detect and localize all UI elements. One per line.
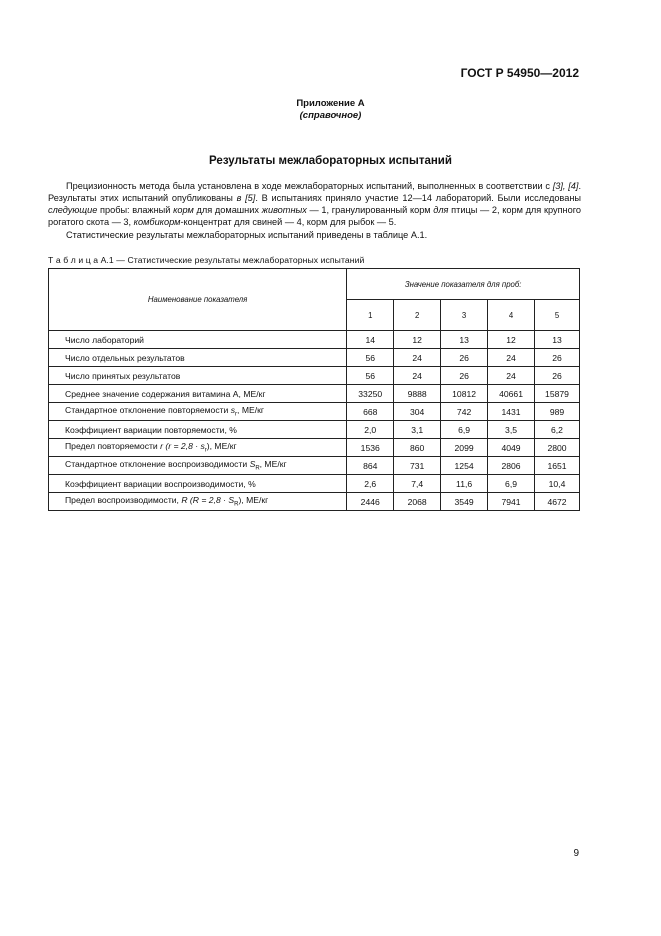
table-row [49,385,580,403]
annex-subtitle: (справочное) [299,110,362,121]
row-indicator-name: Коэффициент вариации воспроизводимости, % [49,475,347,493]
results-table [48,268,580,511]
row-value-sample-2: 2068 [394,493,441,511]
table-row [49,421,580,439]
annex-title: Приложение А [296,98,365,109]
row-value-sample-4: 24 [488,349,535,367]
row-value-sample-1: 668 [347,403,394,421]
row-value-sample-3: 742 [441,403,488,421]
row-value-sample-3: 13 [441,331,488,349]
table-row [49,367,580,385]
row-value-sample-4: 40661 [488,385,535,403]
row-indicator-name: Стандартное отклонение повторяемости $s_r$, МЕ/кг [49,403,347,421]
paragraph-table-reference: Статистические результаты межлабораторных испытаний приведены в таблице А.1. [66,230,428,240]
table-row [49,403,580,421]
header-sample-1: 1 [347,300,394,331]
page-number: 9 [573,848,579,859]
header-sample-2: 2 [394,300,441,331]
row-value-sample-3: 1254 [441,457,488,475]
row-value-sample-3: 10812 [441,385,488,403]
row-value-sample-2: 304 [394,403,441,421]
section-title: Результаты межлабораторных испытаний [209,155,452,167]
row-value-sample-2: 3,1 [394,421,441,439]
row-value-sample-1: 1536 [347,439,394,457]
row-value-sample-4: 4049 [488,439,535,457]
row-value-sample-5: 26 [535,349,580,367]
row-value-sample-2: 9888 [394,385,441,403]
table-caption: Т а б л и ц а А.1 — Статистические результаты межлабораторных испытаний [48,255,365,265]
table-row [49,439,580,457]
row-indicator-name: Предел повторяемости r $(r = 2,8 \cdot s_r)$, МЕ/кг [49,439,347,457]
standard-designation: ГОСТ Р 54950—2012 [460,66,579,80]
header-sample-5: 5 [535,300,580,331]
row-value-sample-4: 1431 [488,403,535,421]
row-value-sample-1: 2,6 [347,475,394,493]
row-value-sample-5: 15879 [535,385,580,403]
row-value-sample-1: 14 [347,331,394,349]
row-value-sample-3: 26 [441,367,488,385]
row-indicator-name: Стандартное отклонение воспроизводимости $S_R$, МЕ/кг [49,457,347,475]
row-value-sample-3: 26 [441,349,488,367]
row-indicator-name: Число отдельных результатов [49,349,347,367]
row-value-sample-1: 2446 [347,493,394,511]
row-value-sample-4: 24 [488,367,535,385]
row-value-sample-1: 2,0 [347,421,394,439]
row-value-sample-5: 26 [535,367,580,385]
row-value-sample-4: 12 [488,331,535,349]
header-sample-values: Значение показателя для проб: [347,269,580,300]
row-value-sample-5: 13 [535,331,580,349]
row-value-sample-4: 3,5 [488,421,535,439]
row-value-sample-2: 24 [394,367,441,385]
row-indicator-name: Предел воспроизводимости, R $(R = 2,8 \cdot S_R)$, МЕ/кг [49,493,347,511]
row-indicator-name: Число лабораторий [49,331,347,349]
header-indicator-name: Наименование показателя [49,269,347,331]
table-row [49,475,580,493]
row-value-sample-5: 989 [535,403,580,421]
row-value-sample-5: 4672 [535,493,580,511]
row-value-sample-5: 2800 [535,439,580,457]
row-value-sample-5: 10,4 [535,475,580,493]
row-value-sample-2: 860 [394,439,441,457]
row-value-sample-2: 731 [394,457,441,475]
paragraph-precision: Прецизионность метода была установлена в ходе межлабораторных испытаний, выполненных в соответствии с [3], [4]. Результаты этих испытаний опубликованы в [5]. В испытаниях приняло участие 12—14 лабораторий. Были исследованы следующие пробы: влажный корм для домашних животных — 1, гранулированный корм для птицы — 2, корм для крупного рогатого скота — 3, комбикорм-концентрат для свиней — 4, корм для рыбок — 5. [48,181,581,227]
row-value-sample-2: 7,4 [394,475,441,493]
header-sample-4: 4 [488,300,535,331]
row-value-sample-1: 33250 [347,385,394,403]
row-value-sample-2: 12 [394,331,441,349]
row-value-sample-2: 24 [394,349,441,367]
row-value-sample-3: 3549 [441,493,488,511]
table-row [49,349,580,367]
row-value-sample-4: 2806 [488,457,535,475]
table-row [49,457,580,475]
row-value-sample-4: 6,9 [488,475,535,493]
header-sample-3: 3 [441,300,488,331]
row-value-sample-1: 56 [347,367,394,385]
row-value-sample-1: 56 [347,349,394,367]
row-indicator-name: Коэффициент вариации повторяемости, % [49,421,347,439]
row-value-sample-4: 7941 [488,493,535,511]
row-indicator-name: Число принятых результатов [49,367,347,385]
row-value-sample-3: 6,9 [441,421,488,439]
row-value-sample-3: 2099 [441,439,488,457]
row-value-sample-5: 6,2 [535,421,580,439]
table-row [49,331,580,349]
table-row [49,493,580,511]
row-value-sample-5: 1651 [535,457,580,475]
row-value-sample-1: 864 [347,457,394,475]
row-indicator-name: Среднее значение содержания витамина А, МЕ/кг [49,385,347,403]
row-value-sample-3: 11,6 [441,475,488,493]
